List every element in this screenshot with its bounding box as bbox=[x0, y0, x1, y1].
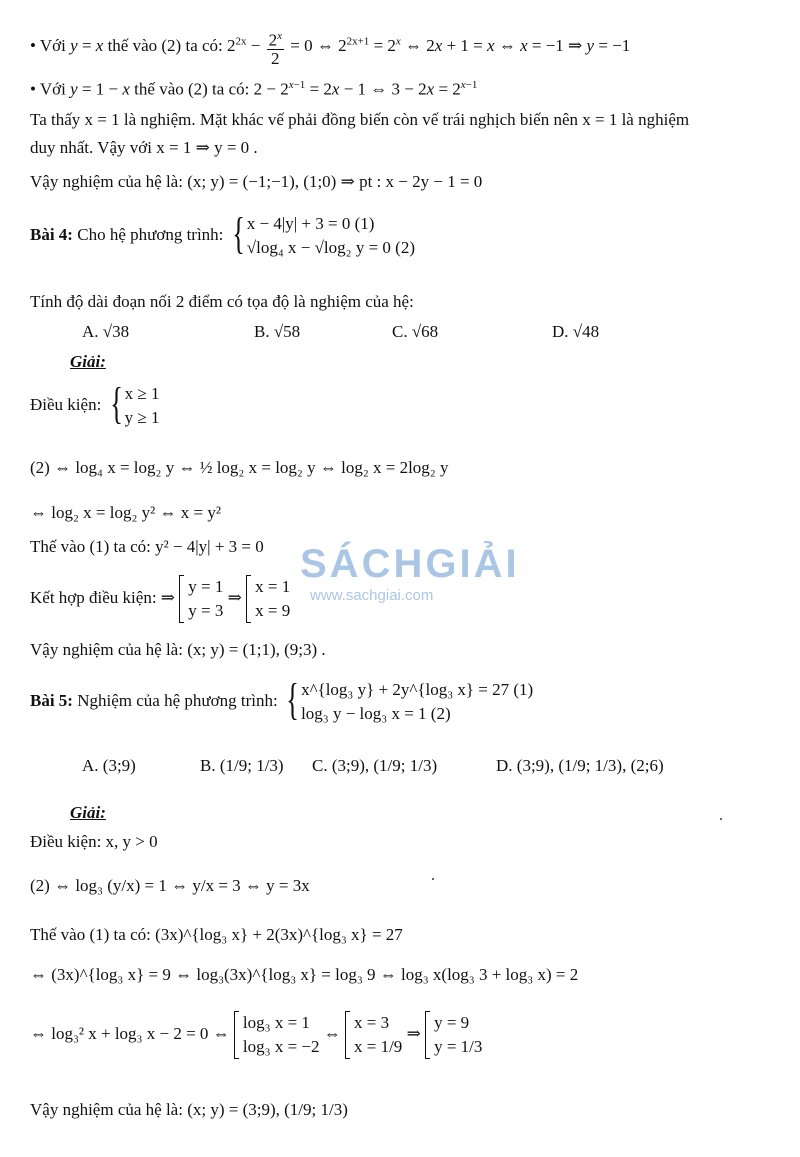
choice-d: D. √48 bbox=[552, 322, 600, 341]
combined-conditions: Kết hợp điều kiện: ⇒ y = 1 y = 3 ⇒ x = 1 x = 9 bbox=[30, 572, 788, 624]
choice-a: A. √38 bbox=[82, 322, 130, 341]
line-case-y-equals-1-minus-x: • Với y = 1 − x thế vào (2) ta có: $2 - 2^{x-1} = 2x - 1$ ⇔ $3 - 2x = 2^{x-1}$ bbox=[30, 79, 478, 99]
watermark-title: SÁCHGIẢI bbox=[300, 542, 520, 586]
derivation-step: ⇔ log₂ x = log₂ y² ⇔ x = y² bbox=[30, 503, 221, 522]
derivation-step: (2) ⇔ log₄ x = log₂ y ⇔ ½ log₂ x = log₂ y ⇔ log₂ x = 2log₂ y bbox=[30, 458, 449, 477]
watermark-url: www.sachgiai.com bbox=[310, 587, 434, 604]
derivation-step: Thế vào (1) ta có: y² − 4|y| + 3 = 0 bbox=[30, 537, 264, 556]
watermark-logo bbox=[300, 542, 520, 604]
scan-speck bbox=[432, 878, 434, 880]
solution-summary: Vậy nghiệm của hệ là: (x; y) = (1;1), (9;3) . bbox=[30, 640, 326, 659]
derivation-step: ⇔ log₃² x + log₃ x − 2 = 0 ⇔ log₃ x = 1 log₃ x = −2 ⇔ x = 3 x = 1/9 ⇒ y = 9 y = 1/3 bbox=[30, 1000, 788, 1068]
text-paragraph: Ta thấy x = 1 là nghiệm. Mặt khác vế phải đồng biến còn vế trái nghịch biến nên x = 1 là nghiệm bbox=[30, 110, 690, 129]
text-paragraph: duy nhất. Vậy với x = 1 ⇒ y = 0 . bbox=[30, 138, 258, 157]
line-case-y-equals-x: • Với y = x thế vào (2) ta có: $2^{2x}$ − $\frac{2^x}{2}$ = 0 ⇔ $2^{2x+1} = 2^x$ ⇔ 2x + 1 = x ⇔ x = −1 ⇒ y = −1 bbox=[30, 30, 631, 68]
choice-c: C. √68 bbox=[392, 322, 439, 341]
choice-a: A. (3;9) bbox=[82, 756, 136, 775]
equation-system: { x − 4|y| + 3 = 0 (1) √log₄ x − √log₂ y = 0 (2) bbox=[231, 209, 415, 259]
condition: Điều kiện: x, y > 0 bbox=[30, 832, 158, 851]
choice-b: B. (1/9; 1/3) bbox=[200, 756, 284, 775]
derivation-step: ⇔ (3x)^{log₃ x} = 9 ⇔ log₃(3x)^{log₃ x} = log₃ 9 ⇔ log₃ x(log₃ 3 + log₃ x) = 2 bbox=[30, 965, 579, 984]
solution-heading: Giải: bbox=[70, 803, 106, 822]
solution-summary: Vậy nghiệm của hệ là: (x; y) = (−1;−1), (1;0) ⇒ pt : x − 2y − 1 = 0 bbox=[30, 172, 483, 191]
choice-b: B. √58 bbox=[254, 322, 301, 341]
derivation-step: (2) ⇔ log₃ (y/x) = 1 ⇔ y/x = 3 ⇔ y = 3x bbox=[30, 876, 310, 895]
equation-system: { x^{log₃ y} + 2y^{log₃ x} = 27 (1) log₃ y − log₃ x = 1 (2) bbox=[286, 675, 534, 725]
choice-d: D. (3;9), (1/9; 1/3), (2;6) bbox=[496, 756, 664, 775]
solution-heading: Giải: bbox=[70, 352, 106, 371]
problem-5-statement: Bài 5: Nghiệm của hệ phương trình: { x^{log₃ y} + 2y^{log₃ x} = 27 (1) log₃ y − log₃ x = 1 (2) bbox=[30, 675, 534, 725]
condition: Điều kiện: { x ≥ 1 y ≥ 1 bbox=[30, 379, 160, 429]
solution-summary: Vậy nghiệm của hệ là: (x; y) = (3;9), (1/9; 1/3) bbox=[30, 1100, 348, 1119]
choice-c: C. (3;9), (1/9; 1/3) bbox=[312, 756, 438, 775]
equation-1: x^{log₃ y} + 2y^{log₃ x} = 27 (1) bbox=[301, 680, 534, 700]
scan-speck bbox=[720, 818, 722, 820]
problem-4-question: Tính độ dài đoạn nối 2 điểm có tọa độ là nghiệm của hệ: bbox=[30, 292, 414, 311]
equation-2: log₃ y − log₃ x = 1 (2) bbox=[301, 704, 451, 724]
problem-4-statement: Bài 4: Cho hệ phương trình: { x − 4|y| + 3 = 0 (1) √log₄ x − √log₂ y = 0 (2) bbox=[30, 209, 415, 259]
equation-1: x − 4|y| + 3 = 0 (1) bbox=[246, 214, 375, 234]
equation-2: √log₄ x − √log₂ y = 0 (2) bbox=[246, 238, 415, 258]
derivation-step: Thế vào (1) ta có: (3x)^{log₃ x} + 2(3x)^{log₃ x} = 27 bbox=[30, 925, 403, 944]
